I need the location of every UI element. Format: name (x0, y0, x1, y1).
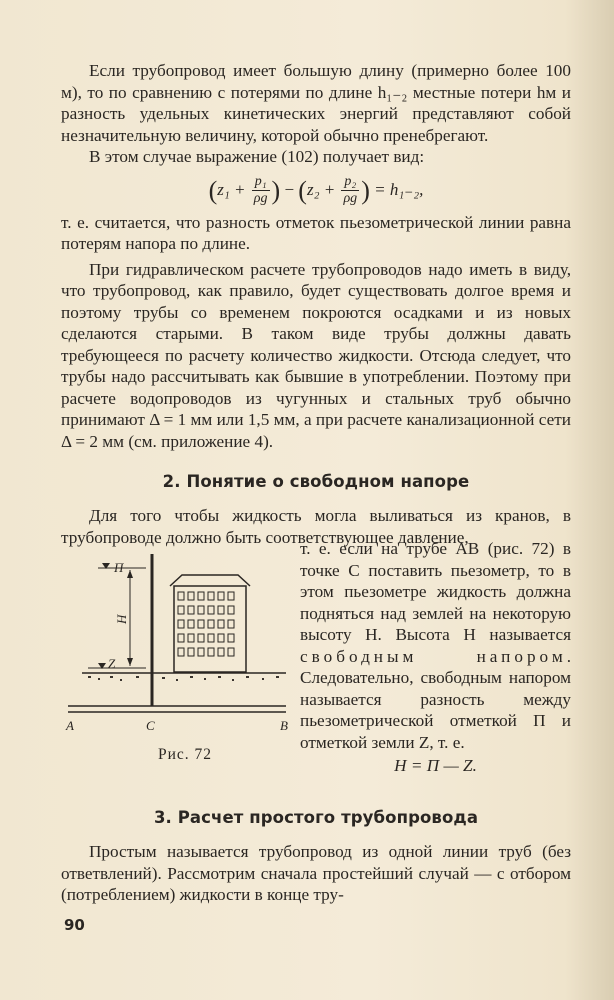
formula-operator: − (284, 179, 295, 199)
paragraph: Для того чтобы жидкость могла выливаться из кранов, в трубопроводе должно быть соответствующее давление, (61, 506, 571, 547)
section-heading: 2. Понятие о свободном напоре (162, 472, 470, 491)
fraction-denominator: ρg (343, 191, 358, 207)
fraction (341, 174, 359, 207)
formula-term: = h₁₋₂, (374, 179, 424, 199)
label-P: П (114, 560, 124, 575)
figure-caption: Рис. 72 (158, 746, 213, 763)
paragraph (300, 538, 571, 753)
fraction (252, 174, 270, 207)
figure-side-text (300, 538, 571, 777)
label-A: A (66, 718, 74, 733)
text-run: т. е. если на трубе AB (рис. 72) в точке C поставить пьезометр, то в этом пьезометре жидкость должна подняться над землей на некоторую высоту H. Высота H называется (300, 539, 571, 644)
label-H: H (114, 614, 129, 624)
paragraph: В этом случае выражение (102) получает вид: (89, 147, 425, 166)
emphasized-term: свободным напором (300, 646, 567, 666)
paragraph: Если трубопровод имеет большую длину (примерно более 100 м), то по сравнению с потерями по длине h₁₋₂ местные потери hм и разность удельных кинетических энергий представляют собой незначительную величину, которой обычно пренебрегают. (61, 61, 571, 145)
section-2 (61, 472, 571, 548)
paragraph: Простым называется трубопровод из одной линии труб (без ответвлений). Рассмотрим сначала простейший случай — с отбором (потреблением) жидкости в конце тру- (61, 842, 571, 904)
figure-72 (58, 550, 298, 740)
building-windows (178, 592, 234, 656)
fraction-numerator: p₂ (341, 174, 359, 191)
paragraph: т. е. считается, что разность отметок пьезометрической линии равна потерям напора по длине. (61, 212, 571, 253)
fraction-numerator: p₁ (252, 174, 270, 191)
equation: H = П — Z. (394, 756, 477, 775)
section-3 (61, 808, 571, 906)
label-Z: Z (108, 656, 116, 671)
paragraph: При гидравлическом расчете трубопроводов надо иметь в виду, что трубопровод, как правило, будет существовать долгое время и поэтому трубы со временем покроются осадками и из новых сделаются старыми. В таком виде трубы должны давать требующееся по расчету количество жидкости. Отсюда следует, что трубы надо рассчитывать как бывшие в употреблении. Поэтому при расчете водопроводов из чугунных и стальных труб обычно принимают Δ = 1 мм или 1,5 мм, а при расчете канализационной сети Δ = 2 мм (см. приложение 4). (61, 259, 571, 451)
page-number: 90 (64, 916, 85, 934)
text-run: . Следовательно, свободным напором называется разность между пьезометрической отметкой П и отметкой земли Z, т. е. (300, 646, 571, 752)
section-heading: 3. Расчет простого трубопровода (153, 808, 479, 827)
formula: (z₁ + $\frac{\text{p₁}}{\rho g}$ ) − (z₂ + $\frac{\text{p₂}}{\rho g}$ ) = h₁₋₂, (208, 174, 424, 207)
fraction-denominator: ρg (253, 191, 268, 207)
text-block-top (61, 60, 571, 452)
formula-term: z₂ + (306, 179, 336, 199)
label-B: B (280, 718, 288, 733)
label-C: C (146, 718, 155, 733)
ground-hatching (88, 676, 279, 681)
formula-term: z₁ + (217, 179, 246, 199)
